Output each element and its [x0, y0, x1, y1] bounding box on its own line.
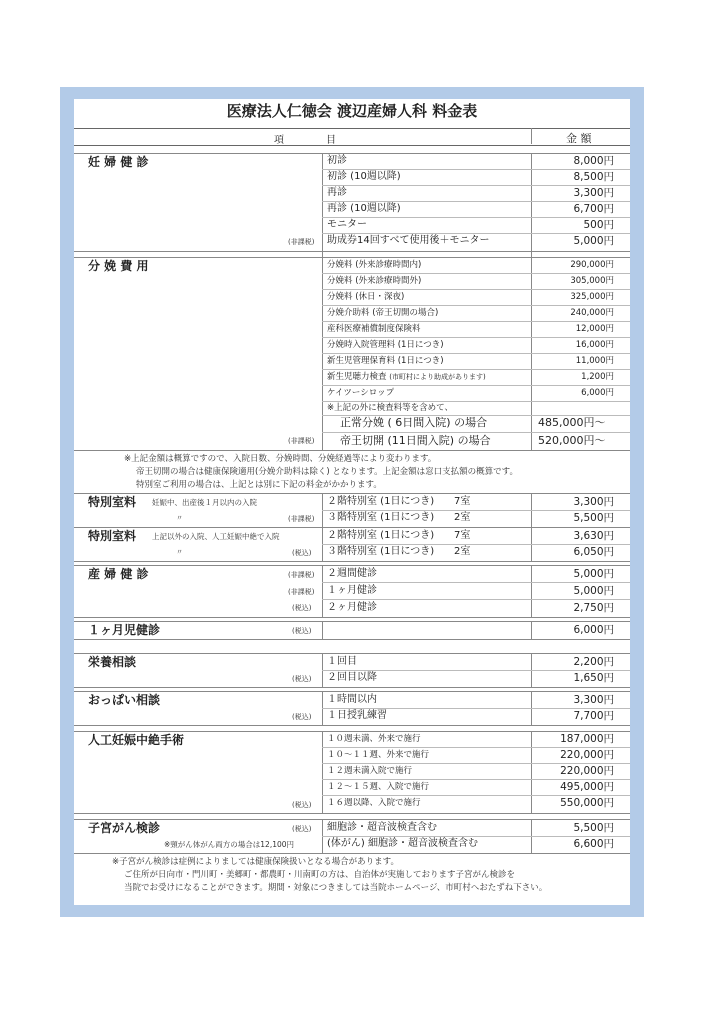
list-item: １日授乳練習 [327, 710, 387, 721]
list-item: ２週間健診 [327, 568, 377, 579]
section-title-shikyu: 子宮がん検診 [88, 821, 161, 835]
price: 3,630円 [573, 530, 614, 542]
list-item: 初診 [327, 155, 347, 166]
price: 5,000円 [573, 235, 614, 247]
list-item: モニター [327, 219, 367, 230]
price: 550,000円 [560, 797, 614, 809]
divider [531, 565, 532, 617]
header-item: 項 [274, 135, 284, 146]
list-item-label: 新生児聴力検査 [327, 372, 387, 382]
price: 5,000円 [573, 585, 614, 597]
price: 290,000円 [570, 260, 614, 270]
price: 8,000円 [573, 155, 614, 167]
price: 500円 [583, 219, 614, 231]
section-title-oppai: おっぱい相談 [88, 693, 161, 707]
ditto-mark: 〃 [176, 514, 183, 522]
tax-note: (税込) [292, 627, 312, 635]
section-title-ninshin: 妊 婦 健 診 [88, 155, 149, 169]
price: 6,700円 [573, 203, 614, 215]
price: 220,000円 [560, 749, 614, 761]
list-item: １０〜１１週、外来で施行 [327, 750, 430, 760]
divider [531, 153, 532, 450]
price: 2,750円 [573, 602, 614, 614]
list-item: 初診 (10週以降) [327, 171, 401, 182]
price: 6,000円 [573, 624, 614, 636]
list-item: ３階特別室 (1日につき) [327, 512, 435, 523]
price: 1,650円 [573, 672, 614, 684]
price: 5,500円 [573, 512, 614, 524]
list-item: １ヶ月健診 [327, 585, 377, 596]
note-line: 特別室ご利用の場合は、上記とは別に下記の料金がかかります。 [136, 480, 382, 490]
list-item: (体がん) 細胞診・超音波検査含む [327, 838, 478, 849]
tax-note: (税込) [292, 604, 312, 612]
total-cesarean-price: 520,000円〜 [538, 434, 606, 447]
section-title-eiyou: 栄養相談 [88, 655, 137, 669]
section-title-bunben: 分 娩 費 用 [88, 259, 149, 273]
total-normal-price: 485,000円〜 [538, 416, 606, 429]
note-line: 帝王切開の場合は健康保険適用(分娩介助料は除く) となります。上記金額は窓口支払額の概算です。 [136, 467, 518, 477]
footer-line: ご住所が日向市・門川町・美郷町・都農町・川南町の方は、自治体が実施しております子宮がん検診を [124, 870, 516, 880]
section-title-sanpu: 産 婦 健 診 [88, 567, 149, 581]
price: 325,000円 [570, 292, 614, 302]
page-title: 医療法人仁徳会 渡辺産婦人科 料金表 [226, 102, 478, 120]
divider [322, 621, 323, 639]
footer-line: ※子宮がん検診は症例によりましては健康保険扱いとなる場合があります。 [112, 857, 399, 867]
list-item [327, 369, 486, 385]
total-cesarean-label: 帝王切開 (11日間入院) の場合 [340, 434, 491, 447]
divider [322, 153, 323, 450]
price: 1,200円 [581, 372, 614, 382]
price: 3,300円 [573, 187, 614, 199]
room-count: 2室 [454, 546, 471, 557]
price: 495,000円 [560, 781, 614, 793]
ditto-mark: 〃 [176, 548, 183, 556]
list-item: １２週未満入院で施行 [327, 766, 413, 776]
table-header [74, 128, 630, 146]
list-item: １６週以降、入院で施行 [327, 798, 421, 808]
tax-note: (非課税) [288, 588, 315, 596]
price: 240,000円 [570, 308, 614, 318]
footer-line: 当院でお受けになることができます。期間・対象につきましては当院ホームページ、市町村へおたずね下さい。 [124, 883, 548, 893]
list-item: １回目 [327, 656, 357, 667]
note-line: ※上記金額は概算ですので、入院日数、分娩時間、分娩経過等により変わります。 [124, 454, 437, 464]
divider [531, 621, 532, 639]
list-item: 新生児管理保育料 (1日につき) [327, 356, 444, 366]
cancer-combo-note: ※頸がん体がん両方の場合は12,100円 [164, 840, 295, 849]
section-title-ikkagetsu: １ヶ月児健診 [88, 623, 161, 637]
price: 6,600円 [573, 838, 614, 850]
list-item: １時間以内 [327, 694, 377, 705]
header-amount: 金 額 [566, 132, 592, 145]
price: 5,500円 [573, 822, 614, 834]
list-item: 再診 [327, 187, 347, 198]
price: 7,700円 [573, 710, 614, 722]
tax-note: (非課税) [288, 238, 315, 246]
room-count: 7室 [454, 530, 471, 541]
list-item: ２回目以降 [327, 672, 377, 683]
tax-note: (非課税) [288, 571, 315, 579]
tax-note: (税込) [292, 825, 312, 833]
header-sub: 目 [326, 135, 336, 146]
list-item: ２階特別室 (1日につき) [327, 530, 435, 541]
total-normal-label: 正常分娩 ( 6日間入院) の場合 [340, 416, 488, 429]
room-count: 7室 [454, 496, 471, 507]
list-item: １０週未満、外来で施行 [327, 734, 421, 744]
list-item: ケイツーシロップ [327, 388, 395, 398]
price: 3,300円 [573, 496, 614, 508]
list-item-sub: (市町村により助成があります) [389, 373, 486, 381]
list-item: 分娩介助料 (帝王切開の場合) [327, 308, 439, 318]
list-item: 再診 (10週以降) [327, 203, 401, 214]
divider [531, 731, 532, 813]
list-item: １２〜１５週、入院で施行 [327, 782, 430, 792]
tax-note: (非課税) [288, 437, 315, 445]
price: 3,300円 [573, 694, 614, 706]
price: 12,000円 [575, 324, 614, 334]
tax-note: (税込) [292, 801, 312, 809]
price: 220,000円 [560, 765, 614, 777]
price: 2,200円 [573, 656, 614, 668]
extra-note: ※上記の外に検査料等を含めて、 [327, 403, 453, 413]
list-item: 助成券14回すべて使用後＋モニター [327, 235, 490, 246]
section-title-chuzetsu: 人工妊娠中絶手術 [88, 733, 185, 747]
room-desc: 上記以外の入院、人工妊娠中絶で入院 [152, 532, 280, 541]
room-count: 2室 [454, 512, 471, 523]
price: 187,000円 [560, 733, 614, 745]
divider [322, 565, 323, 617]
section-title-tokubetsu-2: 特別室料 [88, 529, 137, 543]
price: 8,500円 [573, 171, 614, 183]
tax-note: (税込) [292, 549, 312, 557]
list-item: 産科医療補償制度保険料 [327, 324, 421, 334]
tax-note: (非課税) [288, 515, 315, 523]
price: 6,000円 [581, 388, 614, 398]
price: 305,000円 [570, 276, 614, 286]
list-item: 分娩料 (外来診療時間内) [327, 260, 422, 270]
list-item: 分娩時入院管理料 (1日につき) [327, 340, 444, 350]
price: 6,050円 [573, 546, 614, 558]
list-item: ２階特別室 (1日につき) [327, 496, 435, 507]
divider [322, 731, 323, 813]
section-title-tokubetsu-1: 特別室料 [88, 495, 137, 509]
tax-note: (税込) [292, 675, 312, 683]
list-item: ２ヶ月健診 [327, 602, 377, 613]
tax-note: (税込) [292, 713, 312, 721]
price: 16,000円 [575, 340, 614, 350]
price: 5,000円 [573, 568, 614, 580]
list-item: 分娩料 (外来診療時間外) [327, 276, 422, 286]
room-desc: 妊娠中、出産後１月以内の入院 [152, 498, 257, 507]
list-item: ３階特別室 (1日につき) [327, 546, 435, 557]
list-item: 細胞診・超音波検査含む [327, 822, 437, 833]
price: 11,000円 [575, 356, 614, 366]
list-item: 分娩料 (休日・深夜) [327, 292, 405, 302]
